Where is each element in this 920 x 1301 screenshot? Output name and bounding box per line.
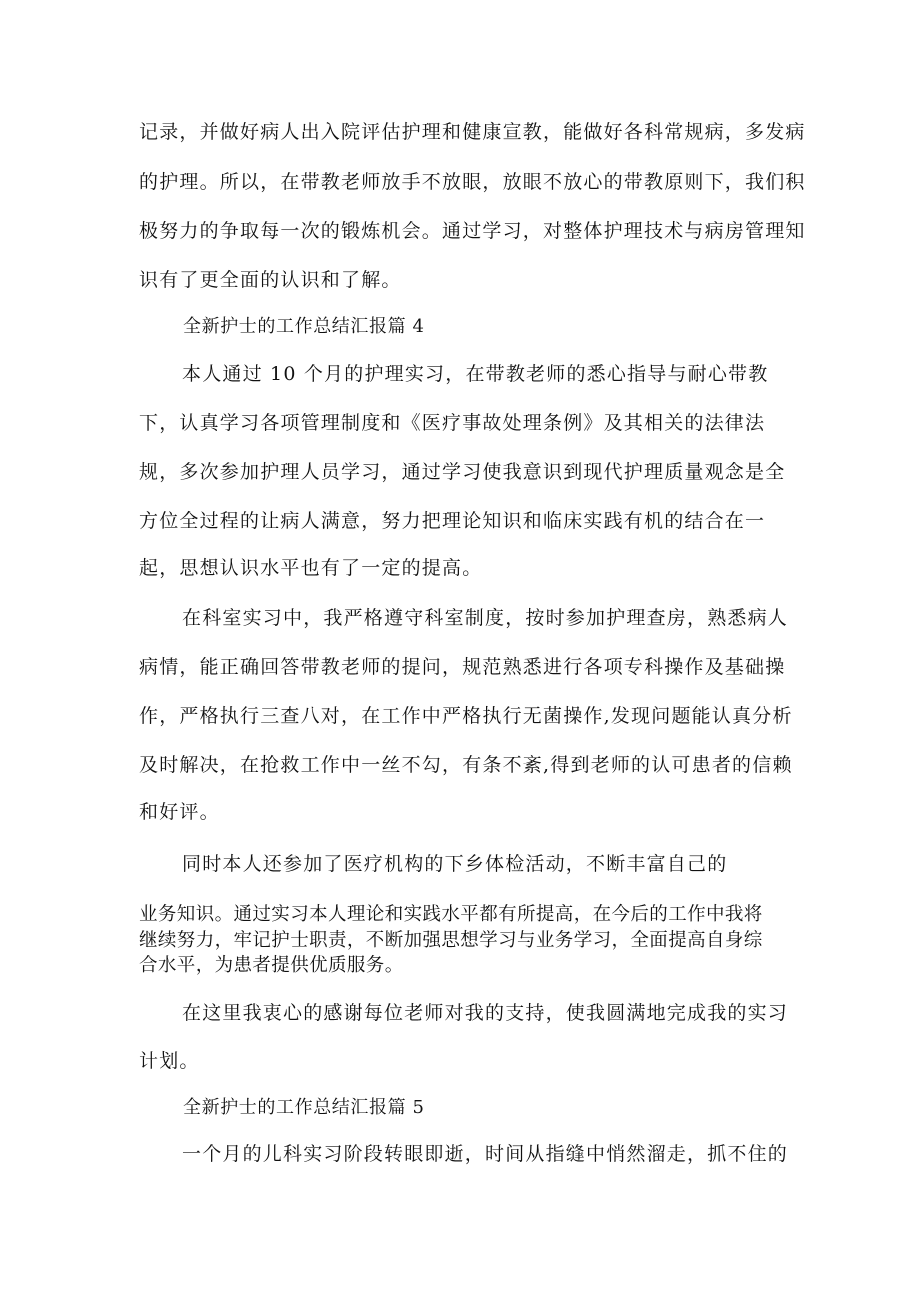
paragraph-line: 规，多次参加护理人员学习，通过学习使我意识到现代护理质量观念是全 bbox=[139, 461, 786, 483]
paragraph-line: 继续努力，牢记护士职责，不断加强思想学习与业务学习，全面提高自身综 bbox=[139, 930, 763, 951]
paragraph-line: 起，思想认识水平也有了一定的提高。 bbox=[139, 557, 483, 579]
paragraph-line: 的护理。所以，在带教老师放手不放眼，放眼不放心的带教原则下，我们积 bbox=[139, 171, 806, 193]
paragraph-line: 计划。 bbox=[139, 1050, 200, 1072]
section-heading: 全新护士的工作总结汇报篇 4 bbox=[183, 316, 425, 337]
paragraph-line: 及时解决，在抢救工作中一丝不勾，有条不紊,得到老师的认可患者的信赖 bbox=[139, 754, 793, 776]
paragraph-line: 作，严格执行三查八对，在工作中严格执行无菌操作,发现问题能认真分析 bbox=[139, 705, 793, 727]
paragraph-line: 极努力的争取每一次的锻炼机会。通过学习，对整体护理技术与病房管理知 bbox=[139, 220, 806, 242]
paragraph-line: 方位全过程的让病人满意，努力把理论知识和临床实践有机的结合在一 bbox=[139, 510, 766, 532]
paragraph-line: 同时本人还参加了医疗机构的下乡体检活动，不断丰富自己的 bbox=[182, 853, 728, 875]
paragraph-line: 本人通过 10 个月的护理实习，在带教老师的悉心指导与耐心带教 bbox=[182, 363, 769, 385]
section-heading: 全新护士的工作总结汇报篇 5 bbox=[183, 1097, 425, 1118]
paragraph-line: 病情，能正确回答带教老师的提问，规范熟悉进行各项专科操作及基础操 bbox=[139, 656, 786, 678]
paragraph-line: 业务知识。通过实习本人理论和实践水平都有所提高，在今后的工作中我将 bbox=[139, 904, 763, 925]
paragraph-line: 识有了更全面的认识和了解。 bbox=[139, 269, 402, 291]
paragraph-line: 一个月的儿科实习阶段转眼即逝，时间从指缝中悄然溜走，抓不住的 bbox=[182, 1143, 789, 1165]
paragraph-line: 在科室实习中，我严格遵守科室制度，按时参加护理查房，熟悉病人 bbox=[182, 607, 789, 629]
paragraph-line: 和好评。 bbox=[139, 801, 220, 823]
paragraph-line: 下，认真学习各项管理制度和《医疗事故处理条例》及其相关的法律法 bbox=[139, 412, 766, 434]
paragraph-line: 记录，并做好病人出入院评估护理和健康宣教，能做好各科常规病，多发病 bbox=[139, 121, 806, 143]
paragraph-line: 在这里我衷心的感谢每位老师对我的支持，使我圆满地完成我的实习 bbox=[182, 1002, 789, 1024]
paragraph-line: 合水平，为患者提供优质服务。 bbox=[139, 955, 404, 976]
